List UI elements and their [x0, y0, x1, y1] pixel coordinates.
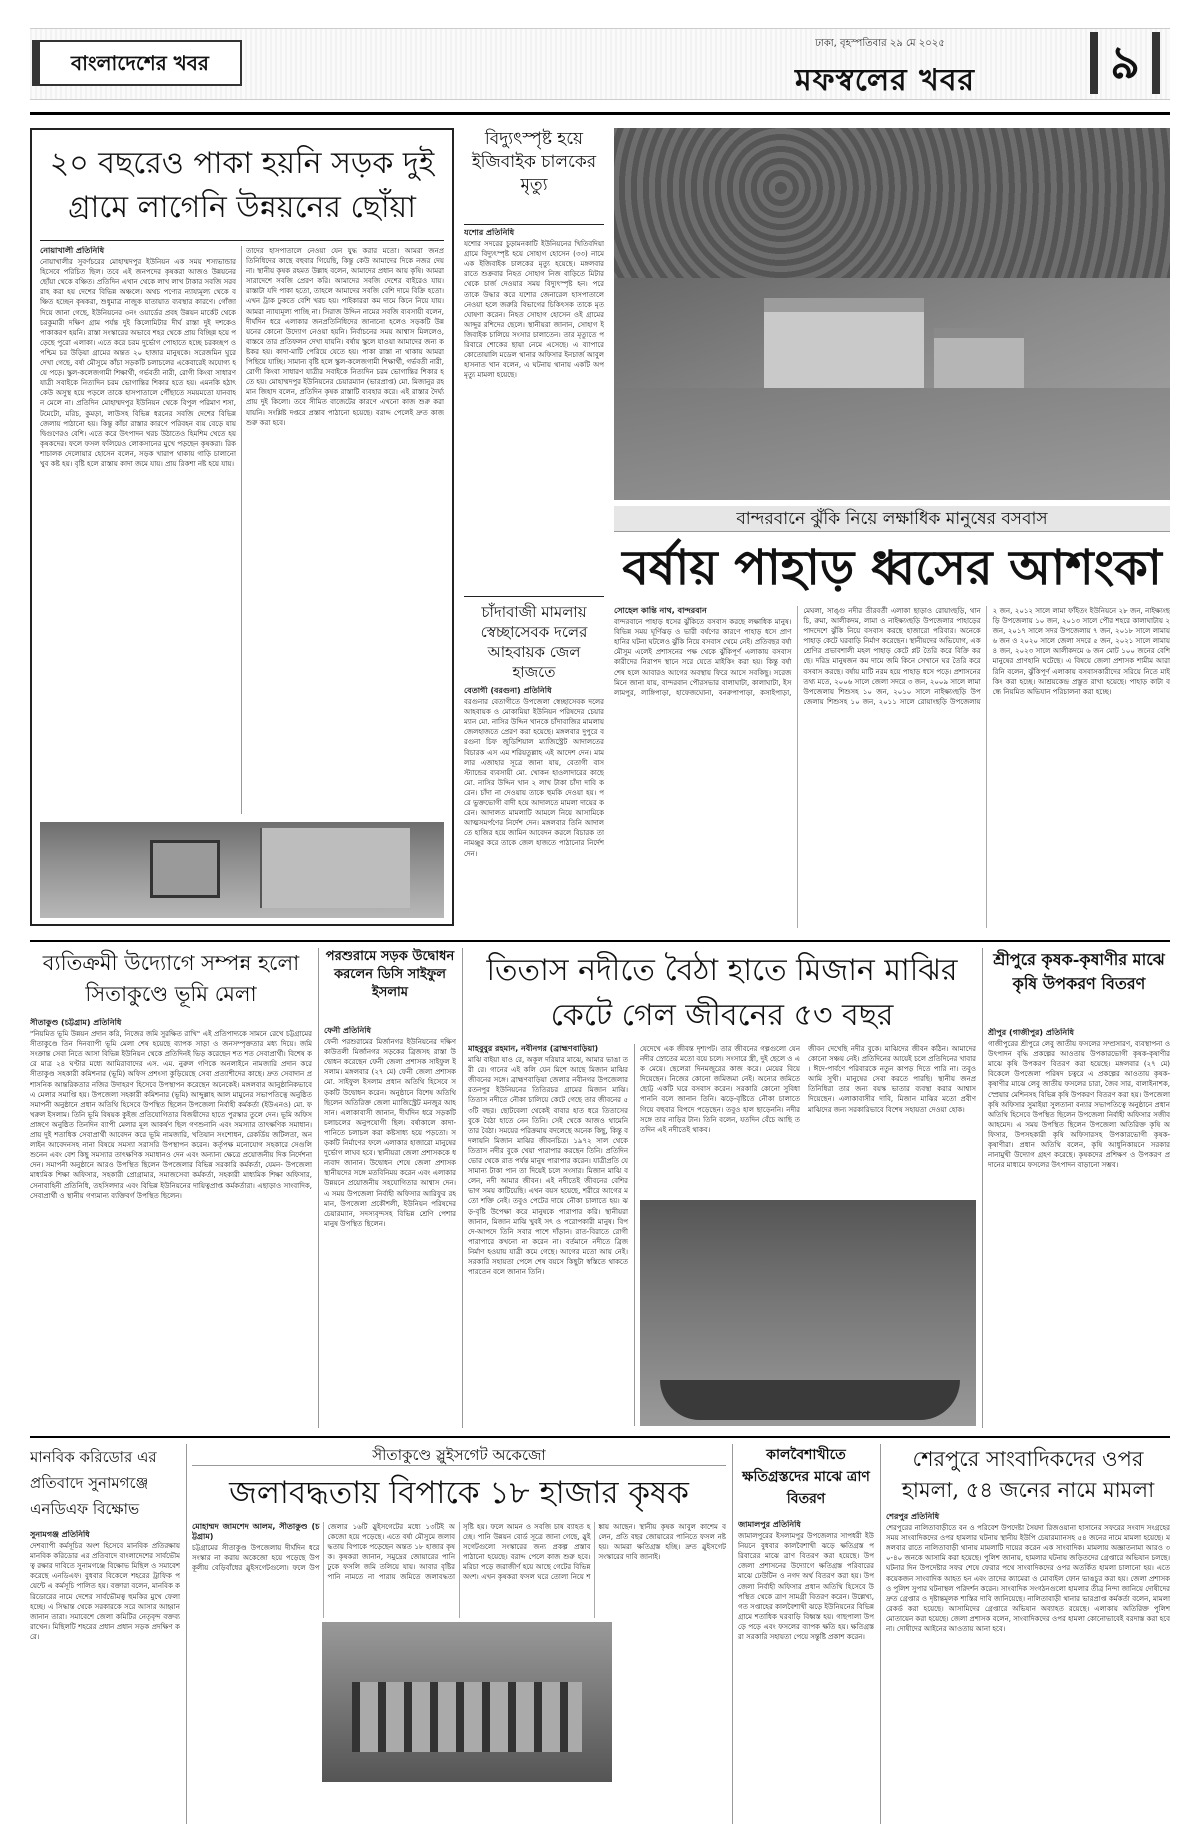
col-divider	[982, 948, 983, 1428]
article-sherpur-body	[886, 1512, 1170, 1820]
article-relief	[738, 1444, 874, 1824]
article-corridor	[30, 1444, 180, 1824]
section-label: বাংলাদেশের খবর	[71, 51, 209, 75]
article-relief-headline: কালবৈশাখীতে ক্ষতিগ্রস্তদের মাঝে ত্রাণ বিতরণ	[742, 1447, 870, 1507]
sluicegate-structure	[352, 1682, 582, 1752]
article-sherpur	[886, 1444, 1170, 1824]
house-shape	[764, 298, 924, 388]
article-sherpur-byline: শেরপুর প্রতিনিধি	[886, 1512, 940, 1521]
article-corridor-text: দেশব্যাপী কর্মসূচির অংশ হিসেবে মানবিক প্রতিরক্ষায় মানবিক করিডোর এর প্রতিবাদে বাংলাদেশের সার্বভৌমত্ব রক্ষার দাবিতে সুনামগঞ্জে বিক্ষোভ মিছিল ও সমাবেশ করেছে এনডিএফ। বুধবার বিকেলে শহরের ট্রাফিক পয়েন্টে এ কর্মসূচি পালিত হয়। বক্তারা বলেন, মানবিক করিডোরের নামে দেশের সার্বভৌমত্ব হুমকির মুখে ফেলা হচ্ছে। এ সিদ্ধান্ত থেকে সরকারকে সরে আসার আহ্বান জানান তারা। সমাবেশে জেলা কমিটির নেতৃবৃন্দ বক্তব্য রাখেন। মিছিলটি শহরের প্রধান প্রধান সড়ক প্রদক্ষিণ করে।	[30, 1542, 180, 1641]
article-electrocution-body	[464, 228, 604, 582]
article-road-text2: তাদের হাসপাতালে নেওয়া যেন যুদ্ধ করার মতো। আমরা জনপ্রতিনিধিদের কাছে বহুবার গিয়েছি, কিন্তু কেউ আমাদের দিকে নজর দেয় না। স্থানীয় কৃষক রহমত উল্লাহ বলেন, আমাদের প্রধান আয় কৃষি। আমরা সারাদেশে সবজি প্রেরণ করি। আমাদের সবজি দেশের বাইরেও যায়। রাস্তাটা যদি পাকা হতো, তাহলে আমাদের সবজি বেশি দামে বিক্রি হতো। এখন ট্রাক ঢুকতে বেশি খরচ হয়। পাইকাররা কম দামে কিনে নিয়ে যায়। আমরা ন্যায্যমূল্য পাচ্ছি না। সিরাজ উদ্দিন নামের সবজি ব্যবসায়ী বলেন, দীর্ঘদিন ধরে এলাকার জনপ্রতিনিধিদের জানানো হলেও সড়কটি উন্নয়নের কোনো উদ্যোগ নেওয়া হয়নি। নির্বাচনের সময় আশ্বাস মিললেও, বাস্তবে তার প্রতিফলন দেখা যায়নি। বর্ষায় স্কুলে যাওয়া আমাদের জন্য কষ্টকর হয়। কাদা-মাটি পেরিয়ে যেতে হয়। পাকা রাস্তা না থাকায় আমরা পিছিয়ে যাচ্ছি। সামান্য বৃষ্টি হলে স্কুল-কলেজগামী শিক্ষার্থী, গর্ভবতী নারী, রোগী কিংবা সাধারণ যাত্রীর সবাইকে নিত্যদিন চরম ভোগান্তির শিকার হতে হয়। মোহাম্মদপুর ইউনিয়নের চেয়ারম্যান (ভারপ্রাপ্ত) মো. মিজানুর রহমান জিহাদ বলেন, প্রতিদিন কৃষক রাস্তাটি ব্যবহার করে। এই রাস্তার দৈর্ঘ্য প্রায় দুই কিলো। তবে সীমিত বাজেটের কারণে এখনো কাজ শুরু করা যায়নি। সংশ্লিষ্ট দপ্তরে প্রস্তাব পাঠানো হয়েছে। বরাদ্দ পেলেই দ্রুত কাজ শুরু করা হবে।	[246, 247, 444, 427]
boat-shape	[660, 1380, 960, 1420]
landslide-body	[614, 606, 1170, 928]
tree-cluster	[614, 128, 1170, 278]
section-rule	[30, 940, 1170, 942]
masthead	[30, 22, 1170, 110]
article-sherpur-headline: শেরপুরে সাংবাদিকদের ওপর হামলা, ৫৪ জনের নামে মামলা	[901, 1447, 1155, 1502]
article-relief-text: জামালপুরের ইসলামপুর উপজেলার সাপধরী ইউনিয়নে বুধবার কালবৈশাখী ঝড়ে ক্ষতিগ্রস্ত পরিবারের মাঝে ত্রাণ বিতরণ করা হয়েছে। উপজেলা প্রশাসনের উদ্যোগে ক্ষতিগ্রস্ত পরিবারের মাঝে ঢেউটিন ও নগদ অর্থ বিতরণ করা হয়। উপজেলা নির্বাহী অফিসার প্রধান অতিথি হিসেবে উপস্থিত থেকে ত্রাণ সামগ্রী বিতরণ করেন। উল্লেখ্য, গত সপ্তাহের কালবৈশাখী ঝড়ে ইউনিয়নের বিভিন্ন গ্রামে শতাধিক ঘরবাড়ি বিধ্বস্ত হয়। গাছপালা উপড়ে পড়ে এবং ফসলের ব্যাপক ক্ষতি হয়। ক্ষতিগ্রস্তরা সরকারি সহায়তা পেয়ে সন্তুষ্টি প্রকাশ করেন।	[738, 1532, 874, 1642]
article-land-fair-body	[30, 1018, 312, 1426]
hill-photo	[614, 128, 1170, 500]
waterlogging-byline: মোহাম্মদ জামশেদ আলম, সীতাকুণ্ড (চট্টগ্রাম)	[192, 1522, 320, 1542]
article-electrocution-byline: যশোর প্রতিনিধি	[464, 228, 515, 237]
article-land-fair-byline: সীতাকুণ্ড (চট্টগ্রাম) প্রতিনিধি	[30, 1018, 122, 1027]
col-divider	[241, 246, 242, 814]
article-titas-byline: মাহবুবুর রহমান, নবীনগর (ব্রাহ্মণবাড়িয়া)	[468, 1044, 599, 1053]
article-sreepur-body	[988, 1028, 1170, 1426]
waterlogging-headline: জলাবদ্ধতায় বিপাকে ১৮ হাজার কৃষক	[229, 1475, 689, 1511]
article-road-col1	[40, 246, 236, 814]
article-extortion	[464, 596, 604, 936]
article-sreepur-byline: শ্রীপুর (গাজীপুর) প্রতিনিধি	[988, 1028, 1074, 1037]
article-parshuram-byline: ফেনী প্রতিনিধি	[324, 1026, 372, 1035]
article-titas-col2	[640, 1044, 800, 1194]
article-titas-text2: যেদেখে এক জীবন্ত দৃশ্যপট। তার জীবনের গল্পগুলো যেন নদীর স্রোতের মতো বয়ে চলে। সংসারে স্ত্রী, দুই ছেলে ও এক মেয়ে। ছেলেরা দিনমজুরের কাজ করে। মেয়ের বিয়ে দিয়েছেন। নিজের কোনো জমিজমা নেই। অন্যের জমিতে ছোট্ট একটি ঘরে বসবাস করেন। সরকারি কোনো সুবিধা পাননি বলে জানান তিনি। ঝড়ে-বৃষ্টিতে নৌকা চালাতে গিয়ে বহুবার বিপদে পড়েছেন। তবুও হাল ছাড়েননি। নদীর সঙ্গে তার নাড়ির টান। তিনি বলেন, যতদিন বেঁচে আছি ততদিন এই নদীতেই থাকব।	[640, 1045, 800, 1134]
landslide-kicker-bar	[614, 506, 1170, 532]
auto-rickshaw-shape	[150, 840, 220, 898]
waterlogging-kicker-bar	[192, 1444, 726, 1466]
article-parshuram-text: ফেনী পরশুরামের মির্জানগর ইউনিয়নের দক্ষিণ কাউতলী মির্জানগর সড়কের ব্রিজসহ রাস্তা উদ্বোধন করেছেন ফেনী জেলা প্রশাসক সাইফুল ইসলাম। মঙ্গলবার (২৭ মে) ফেনী জেলা প্রশাসক মো. সাইফুল ইসলাম প্রধান অতিথি হিসেবে সড়কটি উদ্বোধন করেন। অনুষ্ঠানে বিশেষ অতিথি ছিলেন অতিরিক্ত জেলা ম্যাজিস্ট্রেট মনজুর আহসান। এলাকাবাসী জানান, দীর্ঘদিন ধরে সড়কটি চলাচলের অনুপযোগী ছিল। বর্ষাকালে কাদা-পানিতে চলাচল করা কষ্টসাধ্য হয়ে পড়তো। সড়কটি নির্মাণের ফলে এলাকার হাজারো মানুষের দুর্ভোগ লাঘব হবে। স্থানীয়রা জেলা প্রশাসককে ধন্যবাদ জানান। উদ্বোধন শেষে জেলা প্রশাসক স্থানীয়দের সঙ্গে মতবিনিময় করেন এবং এলাকার উন্নয়নে প্রয়োজনীয় সহযোগিতার আশ্বাস দেন। এ সময় উপজেলা নির্বাহী অফিসার আরিফুর রহমান, উপজেলা প্রকৌশলী, ইউনিয়ন পরিষদের চেয়ারম্যান, সদস্যবৃন্দসহ বিভিন্ন শ্রেণি পেশার মানুষ উপস্থিত ছিলেন।	[324, 1038, 456, 1228]
article-extortion-text: বরগুনার বেতাগীতে উপজেলা স্বেচ্ছাসেবক দলের আহবায়ক ও মোকামিয়া ইউনিয়ন পরিষদের চেয়ারম্যান মো. নাসির উদ্দিন খানকে চাঁদাবাজির মামলায় জেলহাজতে প্রেরণ করা হয়েছে। মঙ্গলবার দুপুরে বরগুনা চিফ জুডিশিয়াল ম্যাজিস্ট্রেট আদালতের বিচারক এস এম শরিয়তুল্লাহ এই আদেশ দেন। মামলার এজাহার সূত্রে জানা যায়, বেতাগী বাস স্ট্যান্ডের ব্যবসায়ী মো. খোকন হাওলাদারের কাছে মো. নাসির উদ্দিন খান ২ লাখ টাকা চাঁদা দাবি করেন। চাঁদা না দেওয়ায় তাকে হুমকি দেওয়া হয়। পরে ভুক্তভোগী বাদী হয়ে আদালতে মামলা দায়ের করেন। আদালত মামলাটি আমলে নিয়ে আসামিকে আত্মসমর্পণের নির্দেশ দেন। মঙ্গলবার তিনি আদালতে হাজির হয়ে জামিন আবেদন করলে বিচারক তা নামঞ্জুর করে তাকে জেল হাজতে পাঠানোর নির্দেশ দেন।	[464, 698, 604, 858]
boatman-figure	[790, 1220, 840, 1390]
article-corridor-byline: সুনামগঞ্জ প্রতিনিধি	[30, 1530, 90, 1539]
page-number-box	[1090, 32, 1160, 94]
landslide-kicker: বান্দরবানে ঝুঁকি নিয়ে লক্ষাধিক মানুষের বসবাস	[736, 509, 1048, 529]
masthead-rule	[30, 112, 1170, 115]
article-corridor-headline: মানবিক করিডোর এর প্রতিবাদে সুনামগঞ্জে এনডিএফ বিক্ষোভ	[30, 1448, 157, 1518]
article-land-fair	[30, 948, 312, 1430]
col-divider	[462, 948, 463, 1428]
rule	[464, 224, 604, 225]
article-extortion-byline: বেতাগী (বরগুনা) প্রতিনিধি	[464, 686, 552, 695]
rule	[464, 596, 604, 597]
col-divider	[634, 1044, 635, 1426]
article-titas-text3: জীবন দেখেছি নদীর বুকে। মাঝিদের জীবন কঠিন। আমাদের কোনো সঞ্চয় নেই। প্রতিদিনের আয়েই চলে প্রতিদিনের খাবার। ঈদে-পার্বণে পরিবারকে নতুন কাপড় দিতে পারি না। তবুও আমি সুখী। মানুষের সেবা করতে পারছি। স্থানীয় জনপ্রতিনিধিরা তার জন্য বয়স্ক ভাতার ব্যবস্থা করার আশ্বাস দিয়েছেন। এলাকাবাসীর দাবি, মিজান মাঝির মতো প্রবীণ মাঝিদের জন্য সরকারিভাবে বিশেষ সহায়তা দেওয়া হোক।	[808, 1045, 976, 1114]
road-photo	[40, 822, 444, 918]
article-landslide	[614, 504, 1170, 934]
article-relief-byline: জামালপুর প্রতিনিধি	[738, 1520, 801, 1529]
article-titas-col1	[468, 1044, 628, 1426]
section-label-box	[32, 40, 242, 86]
landslide-byline: সোহেল কান্তি নাথ, বান্দরবান	[614, 606, 707, 615]
article-electrocution-headline: বিদ্যুৎস্পৃষ্ট হয়ে ইজিবাইক চালকের মৃত্যু	[471, 129, 597, 195]
article-road-byline: নোয়াখালী প্রতিনিধি	[40, 246, 105, 255]
article-waterlogging	[192, 1444, 726, 1824]
waterlogging-kicker: সীতাকুণ্ডে স্লুইসগেট অকেজো	[372, 1446, 546, 1464]
page-number: ৯	[1110, 35, 1140, 89]
article-sreepur-text: গাজীপুরের শ্রীপুরে লেবু জাতীয় ফসলের সম্প্রসারণ, ব্যবস্থাপনা ও উৎপাদন বৃদ্ধি প্রকল্পের আওতায় উপকারভোগী কৃষক-কৃষাণীর মাঝে কৃষি উপকরণ বিতরণ করা হয়েছে। মঙ্গলবার (২৭ মে) বিকেলে উপজেলা পরিষদ চত্বরে এ প্রকল্পের আওতায় কৃষক-কৃষাণীর মাঝে লেবু জাতীয় ফসলের চারা, জৈব সার, বালাইনাশক, স্প্রেয়ার মেশিনসহ বিভিন্ন কৃষি উপকরণ বিতরণ করা হয়। উপজেলা কৃষি অফিসার সুমাইয়া সুলতানা বন্যার সভাপতিত্বে অনুষ্ঠানে প্রধান অতিথি হিসেবে উপস্থিত ছিলেন উপজেলা নির্বাহী অফিসার সজীব আহমেদ। এ সময় উপস্থিত ছিলেন উপজেলা অতিরিক্ত কৃষি অফিসার, উপসহকারী কৃষি অফিসারসহ উপকারভোগী কৃষক-কৃষাণীরা। প্রধান অতিথি বলেন, কৃষি আধুনিকায়নে সরকার নানামুখী উদ্যোগ গ্রহণ করেছে। কৃষকদের প্রশিক্ষণ ও উপকরণ প্রদানের মাধ্যমে ফসলের উৎপাদন বাড়ানো সম্ভব।	[988, 1040, 1170, 1170]
article-land-fair-headline: ব্যতিক্রমী উদ্যোগে সম্পন্ন হলো সিতাকুণ্ডে ভূমি মেলা	[42, 951, 300, 1006]
col-divider	[732, 1444, 733, 1824]
article-road-divider	[40, 240, 444, 241]
masthead-title: মফস্বলের খবর	[794, 63, 976, 98]
article-sherpur-text: শেরপুরের নালিতাবাড়ীতে বন ও পরিবেশ উপদেষ্টা সৈয়দা রিজওয়ানা হাসানের সফরের সংবাদ সংগ্রহের সময় সাংবাদিকদের ওপর হামলার ঘটনায় স্থানীয় ইউপি চেয়ারম্যানসহ ৫৪ জনের নামে মামলা হয়েছে। মঙ্গলবার রাতে নালিতাবাড়ী থানায় মামলাটি দায়ের করেন এক সাংবাদিক। মামলায় অজ্ঞাতনামা আরও ৩০-৪০ জনকে আসামি করা হয়েছে। পুলিশ জানায়, হামলার ঘটনায় জড়িতদের গ্রেপ্তারে অভিযান চলছে। ঘটনার দিন উপদেষ্টার সফর শেষে ফেরার পথে সাংবাদিকদের ওপর অতর্কিত হামলা চালানো হয়। এতে কয়েকজন সাংবাদিক আহত হন এবং তাদের ক্যামেরা ও মোবাইল ফোন ভাঙচুর করা হয়। জেলা প্রশাসক ও পুলিশ সুপার ঘটনাস্থল পরিদর্শন করেন। সাংবাদিক সংগঠনগুলো হামলার তীব্র নিন্দা জানিয়ে দোষীদের দ্রুত গ্রেপ্তার ও দৃষ্টান্তমূলক শাস্তির দাবি জানিয়েছে। নালিতাবাড়ী থানার ভারপ্রাপ্ত কর্মকর্তা বলেন, মামলা রেকর্ড করা হয়েছে। আসামিদের গ্রেপ্তারে অভিযান অব্যাহত রয়েছে। এলাকায় অতিরিক্ত পুলিশ মোতায়েন করা হয়েছে। জেলা প্রশাসক বলেন, সাংবাদিকদের ওপর হামলা কোনোভাবেই বরদাস্ত করা হবে না। দোষীদের আইনের আওতায় আনা হবে।	[886, 1524, 1170, 1634]
article-relief-body	[738, 1520, 874, 1820]
col-divider	[318, 948, 319, 1428]
hill-slope	[614, 388, 1170, 500]
boatman-photo	[640, 1200, 976, 1426]
masthead-date: ঢাকা, বৃহস্পতিবার ২৯ মে ২০২৫	[815, 38, 945, 49]
article-extortion-headline: চাঁদাবাজী মামলায় স্বেচ্ছাসেবক দলের আহবায়ক জেল হাজতে	[480, 603, 588, 680]
article-parshuram-headline: পরশুরামে সড়ক উদ্বোধন করলেন ডিসি সাইফুল ইসলাম	[325, 949, 455, 1000]
col-divider	[880, 1444, 881, 1824]
article-parshuram	[324, 948, 456, 1430]
article-road-box	[30, 128, 454, 926]
shed-shape	[260, 828, 410, 908]
article-road-col2	[246, 246, 444, 814]
article-parshuram-body	[324, 1026, 456, 1426]
article-sreepur-headline: শ্রীপুরে কৃষক-কৃষাণীর মাঝে কৃষি উপকরণ বিতরণ	[993, 950, 1165, 993]
article-titas	[468, 948, 976, 1430]
waterlogging-body	[192, 1522, 726, 1618]
article-sreepur	[988, 948, 1170, 1430]
section-rule	[30, 1436, 1170, 1438]
article-titas-text1: মাঝি বাইয়া যাও রে, অকূল দরিয়ার মাঝে, আমার ভাঙা তরী রে। গানের এই কলি যেন মিশে আছে মিজান মাঝির জীবনের সঙ্গে। ব্রাহ্মণবাড়িয়া জেলার নবীনগর উপজেলার রতনপুর ইউনিয়নের তিতিরচর গ্রামের মিজান মাঝি। তিতাস নদীতে নৌকা চালিয়ে কেটে গেছে তার জীবনের ৫৩টি বছর। ছোটবেলা থেকেই বাবার হাত ধরে তিতাসের বুকে বৈঠা হাতে নেন তিনি। সেই থেকে আজও থামেনি তার বৈঠা। সময়ের পরিক্রমায় বদলেছে অনেক কিছু, কিন্তু বদলায়নি মিজান মাঝির জীবনচিত্র। ১৯৭২ সাল থেকে তিতাস নদীর বুকে খেয়া পারাপার করছেন তিনি। প্রতিদিন ভোর থেকে রাত পর্যন্ত মানুষ পারাপার করেন। যাত্রীপ্রতি যে সামান্য টাকা পান তা দিয়েই চলে সংসার। মিজান মাঝি বলেন, নদী আমার জীবন। এই নদীতেই জীবনের বেশির ভাগ সময় কাটিয়েছি। এখন বয়স হয়েছে, শরীরে আগের মতো শক্তি নেই। তবুও পেটের দায়ে নৌকা চালাতে হয়। ঝড়-বৃষ্টি উপেক্ষা করে মানুষকে পারাপার করি। স্থানীয়রা জানান, মিজান মাঝি খুবই সৎ ও পরোপকারী মানুষ। বিপদে-আপদে তিনি সবার পাশে দাঁড়ান। রাত-বিরাতে রোগী পারাপারে কখনো না করেন না। বর্তমানে নদীতে ব্রিজ নির্মাণ হওয়ায় যাত্রী কমে গেছে। আগের মতো আয় নেই। সরকারি সহায়তা পেলে শেষ বয়সে কিছুটা স্বস্তিতে থাকতে পারতেন বলে জানান তিনি।	[468, 1056, 628, 1277]
article-corridor-body	[30, 1530, 180, 1820]
article-road-headline: ২০ বছরেও পাকা হয়নি সড়ক দুই গ্রামে লাগেনি উন্নয়নের ছোঁয়া	[49, 146, 435, 225]
article-titas-col3	[808, 1044, 976, 1194]
sluicegate-photo	[322, 1622, 612, 1782]
landslide-headline: বর্ষায় পাহাড় ধ্বসের আশংকা	[622, 540, 1162, 596]
article-road-text1: নোয়াখালীর সুবর্ণচরের মোহাম্মদপুর ইউনিয়ন এক সময় শস্যভান্ডার হিসেবে পরিচিত ছিল। তবে এই জনপদের কৃষকরা আজও উন্নয়নের ছোঁয়া থেকে বঞ্চিত। প্রতিদিন এখান থেকে লাখ লাখ টাকার সবজি সরবরাহ করা হয় দেশের বিভিন্ন অঞ্চলে। অথচ পণ্যের ন্যায্যমূল্য থেকে বঞ্চিত হচ্ছেন কৃষকরা, শুধুমাত্র নাজুক যাতায়াত ব্যবস্থার কারণে। গোঁজা দিয়ে জানা গেছে, ইউনিয়নের ৩নং ওয়ার্ডের প্রবহ উন্নয়ন মার্কেট থেকে চরকুমারী দক্ষিণ গ্রাম পর্যন্ত দুই কিলোমিটার দীর্ঘ রাস্তা দুই দশকেও পাকাকরণ হয়নি। রাস্তা সংস্কারের অভাবে শহর থেকে প্রায় বিচ্ছিন্ন হয়ে পড়েছে পুরো এলাকা। এতে করে চরম দুর্ভোগ পোহাতে হচ্ছে চরকচ্ছপ ও পশ্চিম চর উড়িয়া গ্রামের অন্তত ২০ হাজার মানুষকে। সরেজমিন ঘুরে দেখা গেছে, বর্ষা মৌসুমে কাঁচা সড়কটি চলাচলের একেবারেই অযোগ্য হয়ে পড়ে। স্কুল-কলেজগামী শিক্ষার্থী, গর্ভবতী নারী, রোগী কিংবা সাধারণ যাত্রী সবাইকে নিত্যদিন চরম ভোগান্তির শিকার হতে হয়। এমনকি হঠাৎ কেউ অসুস্থ হয়ে পড়লে তাকে হাসপাতালে পৌঁছাতে সময়মতো যানবাহন মেলে না। প্রতিদিন মোহাম্মদপুর ইউনিয়ন থেকে বিপুল পরিমাণ শসা, টমেটো, মরিচ, কুমড়া, লাউসহ বিভিন্ন ধরনের সবজি দেশের বিভিন্ন জেলায় পাঠানো হয়। কিন্তু কাঁচা রাস্তার কারণে পরিবহন ব্যয় বেড়ে যায় দ্বিগুণেরও বেশি। এতে করে উৎপাদন খরচ উঠাতেও হিমশিম খেতে হয় কৃষকদের। ফলে ফসল ফলিয়েও লোকসানের মুখে পড়ছেন কৃষকরা। রিকশাচালক দেলোয়ার হোসেন বলেন, সড়ক খারাপ থাকায় গাড়ি চালানো খুব কষ্ট হয়। বৃষ্টি হলে রাস্তায় কাদা জমে যায়। প্রায় রিকশা নষ্ট হয়ে যায়।	[40, 258, 236, 468]
landslide-text: বান্দরবানে পাহাড় ধসের ঝুঁকিতে বসবাস করছে লক্ষাধিক মানুষ। বিভিন্ন সময় ঘূর্ণিঝড় ও ভারী বর্ষণের কারণে পাহাড় ধসে প্রাণহানির ঘটনা ঘটলেও ঝুঁকি নিয়ে বসবাস থেমে নেই। প্রতিবছর বর্ষা মৌসুম এলেই প্রশাসনের পক্ষ থেকে ঝুঁকিপূর্ণ এলাকায় বসবাসকারীদের নিরাপদ স্থানে সরে যেতে মাইকিং করা হয়। কিন্তু বর্ষা শেষ হলে আবারও আগের অবস্থায় ফিরে আসে সবকিছু। সরেজমিনে জানা যায়, বান্দরবান পৌরসভার বালাঘাটা, কালাঘাটা, ইসলামপুর, লাঙ্গিপাড়া, হাফেজঘোনা, বনরুপাপাড়া, কসাইপাড়া, মেঘলা, সাঙ্গু নদীর তীরবর্তী এলাকা ছাড়াও রোয়াংছড়ি, থানচি, রুমা, আলীকদম, লামা ও নাইক্ষ্যংছড়ি উপজেলার পাহাড়ের পাদদেশে ঝুঁকি নিয়ে বসবাস করছে হাজারো পরিবার। অনেকে পাহাড় কেটে ঘরবাড়ি নির্মাণ করেছেন। স্থানীয়দের অভিযোগ, এক শ্রেণির প্রভাবশালী মহল পাহাড় কেটে প্লট তৈরি করে বিক্রি করছে। দরিদ্র মানুষজন কম দামে জমি কিনে সেখানে ঘর তৈরি করে বসবাস করছে। বর্ষায় মাটি নরম হয়ে পাহাড় ধসে পড়ে। প্রশাসনের তথ্য মতে, ২০০৬ সালে জেলা সদরে ৩ জন, ২০০৯ সালে লামা উপজেলায় শিশুসহ ১০ জন, ২০১০ সালে নাইক্ষ্যংছড়ি উপজেলায় শিশুসহ ১০ জন, ২০১১ সালে রোয়াংছড়ি উপজেলায় ২ জন, ২০১২ সালে লামা ফাঁইতং ইউনিয়নে ২৮ জন, নাইক্ষ্যংছড়ি উপজেলায় ১০ জন, ২০১৩ সালে পৌর শহরে কালাঘাটায় ২ জন, ২০১৭ সালে সদর উপজেলায় ৭ জন, ২০১৮ সালে লামায় ৬ জন ও ২০২০ সালে জেলা সদরে ৫ জন, ২০২১ সালে লামায় ৪ জন, ২০২৩ সালে আলীকদমে ৬ জন মোট ১০০ জনের বেশি মানুষের প্রাণহানি ঘটেছে। এ বিষয়ে জেলা প্রশাসক শামীম আরা রিনি বলেন, ঝুঁকিপূর্ণ এলাকায় বসবাসকারীদের সরিয়ে নিতে মাইকিং করা হচ্ছে। আশ্রয়কেন্দ্র প্রস্তুত রাখা হয়েছে। পাহাড় কাটা বন্ধে নিয়মিত অভিযান পরিচালনা করা হচ্ছে।	[614, 607, 1170, 706]
article-titas-headline: তিতাস নদীতে বৈঠা হাতে মিজান মাঝির কেটে গেল জীবনের ৫৩ বছর	[486, 953, 958, 1033]
article-land-fair-text: "নিয়মিত ভূমি উন্নয়ন প্রদান করি, নিজের জমি সুরক্ষিত রাখি" এই প্রতিপাদ্যকে সামনে রেখে চট্টগ্রামের সীতাকুণ্ডে তিন দিনব্যাপী ভূমি মেলা শেষ হয়েছে ব্যাপক সাড়া ও জনসম্পৃক্ততার মধ্য দিয়ে। জমি সংক্রান্ত সেবা নিতে আসা বিভিন্ন ইউনিয়ন থেকে প্রতিদিনই ভিড় করেছেন শত শত সেবাপ্রার্থী। বিশেষ করে মাত্র ২৪ ঘণ্টার মধ্যে আমিরাবাদের এস. এম. নুরুল গণিকে অনলাইনে নামজারি প্রদান করে সীতাকুণ্ড সহকারী কমিশনার (ভূমি) অফিস প্রশংসা কুড়িয়েছে সেবা প্রত্যাশীদের কাছে। দ্রুত সেবাদান প্রশাসনিক আন্তরিকতার নজির উদাহরণ হিসেবে উপস্থাপন করেছেন অনেকেই। মঙ্গলবার আনুষ্ঠানিকভাবে এ মেলার সমাপ্তি হয়। উপজেলা সহকারী কমিশনার (ভূমি) আব্দুল্লাহ আল মামুনের সভাপতিত্বে অনুষ্ঠিত সমাপনী অনুষ্ঠানে প্রধান অতিথি হিসেবে উপস্থিত ছিলেন উপজেলা নির্বাহী কর্মকর্তা (ইউএনও) মো. ফখরুল ইসলাম। তিনি ভূমি বিষয়ক কুইজ প্রতিযোগিতার বিজয়ীদের হাতে পুরস্কার তুলে দেন। ভূমি অফিস প্রাঙ্গণে অনুষ্ঠিত তিনদিন ব্যাপী মেলার মূল আকর্ষণ ছিল গণশুনানি এবং সমস্যার তাৎক্ষণিক সমাধান। প্রায় দুই শতাধিক সেবাপ্রার্থী আবেদন করে ভূমি নামজারি, খতিয়ান সংশোধন, রেকর্ডিয় জটিলতা, অনলাইন আবেদনসহ নানা বিষয়ে সমস্যা সরাসরি উপস্থাপন করেন। কর্তৃপক্ষ মনোযোগ সহকারে সেগুলি শুনেন এবং বেশ কিছু সমস্যার তাৎক্ষণিক সমাধানও দেন এবং অন্যান্য ক্ষেত্রে প্রয়োজনীয় দিক নির্দেশনা দেন। সমাপনী অনুষ্ঠানে আরও উপস্থিত ছিলেন উপজেলার বিভিন্ন সরকারি কর্মকর্তা, যেমন- উপজেলা মাধ্যমিক শিক্ষা অফিসার, সহকারী প্রোগ্রামার, সমাজসেবা কর্মকর্তা, সহকারী মাধ্যমিক শিক্ষা অফিসার, সেনাবাহিনী প্রতিনিধি, তহসিলদার এবং বিভিন্ন ইউনিয়নের দায়িত্বপ্রাপ্ত কর্মকর্তারা। এছাড়াও সাংবাদিক, সেবাপ্রার্থী ও স্থানীয় গণ্যমান্য ব্যক্তিবর্গ উপস্থিত ছিলেন।	[30, 1030, 312, 1200]
article-electrocution	[464, 128, 604, 588]
article-electrocution-text: যশোর সদরের চুড়ামনকাটি ইউনিয়নের খিতিবদিয়া গ্রামে বিদ্যুৎস্পৃষ্ট হয়ে সোহাগ হোসেন (৩৩) নামে এক ইজিবাইক চালকের মৃত্যু হয়েছে। মঙ্গলবার রাতে শুক্রবার নিহত সোহাগ নিজ বাড়িতে মিটার থেকে চার্জ দেওয়ার সময় বিদ্যুৎস্পৃষ্ট হন। পরে তাকে উদ্ধার করে যশোর জেনারেল হাসপাতালে নেওয়া হলে জরুরি বিভাগের চিকিৎসক তাকে মৃত ঘোষণা করেন। নিহত সোহাগ হোসেন ওই গ্রামের আব্দুর রশিদের ছেলে। স্থানীয়রা জানান, সোহাগ ইজিবাইক চালিয়ে সংসার চালাতেন। তার মৃত্যুতে পরিবারে শোকের ছায়া নেমে এসেছে। এ ব্যাপারে কোতোয়ালি মডেল থানার অফিসার ইনচার্জ আবুল হাসনাত খান বলেন, এ ঘটনায় থানায় একটি অপমৃত্যু মামলা হয়েছে।	[464, 240, 604, 380]
waterlogging-text: চট্টগ্রামের সীতাকুণ্ড উপজেলায় দীর্ঘদিন ধরে সংস্কার না করায় অকেজো হয়ে পড়েছে উপকূলীয় বেড়িবাঁধের স্লুইসগেটগুলো। ফলে উপজেলার ১৬টি স্লুইসগেটের মধ্যে ১৩টিই অকেজো হয়ে পড়েছে। এতে বর্ষা মৌসুমে জলাবদ্ধতায় বিপাকে পড়েছেন অন্তত ১৮ হাজার কৃষক। কৃষকরা জানান, সমুদ্রের জোয়ারের পানি ঢুকে ফসলি জমি তলিয়ে যায়। আবার বৃষ্টির পানি নামতে না পারায় জমিতে জলাবদ্ধতা সৃষ্টি হয়। ফলে আমন ও সবজি চাষ ব্যাহত হচ্ছে। পানি উন্নয়ন বোর্ড সূত্রে জানা গেছে, স্লুইসগেটগুলো সংস্কারের জন্য প্রকল্প প্রস্তাব পাঠানো হয়েছে। বরাদ্দ পেলে কাজ শুরু হবে। মরিচা পড়ে জরাজীর্ণ হয়ে আছে গেটের বিভিন্ন অংশ। এখন কৃষকরা ফসল ঘরে তোলা নিয়ে শঙ্কায় আছেন। স্থানীয় কৃষক আবুল কাশেম বলেন, প্রতি বছর জোয়ারের পানিতে ফসল নষ্ট হয়। আমরা ক্ষতিগ্রস্ত হচ্ছি। দ্রুত স্লুইসগেট সংস্কারের দাবি জানাই।	[192, 1523, 726, 1582]
col-divider	[186, 1444, 187, 1824]
article-extortion-body	[464, 686, 604, 932]
